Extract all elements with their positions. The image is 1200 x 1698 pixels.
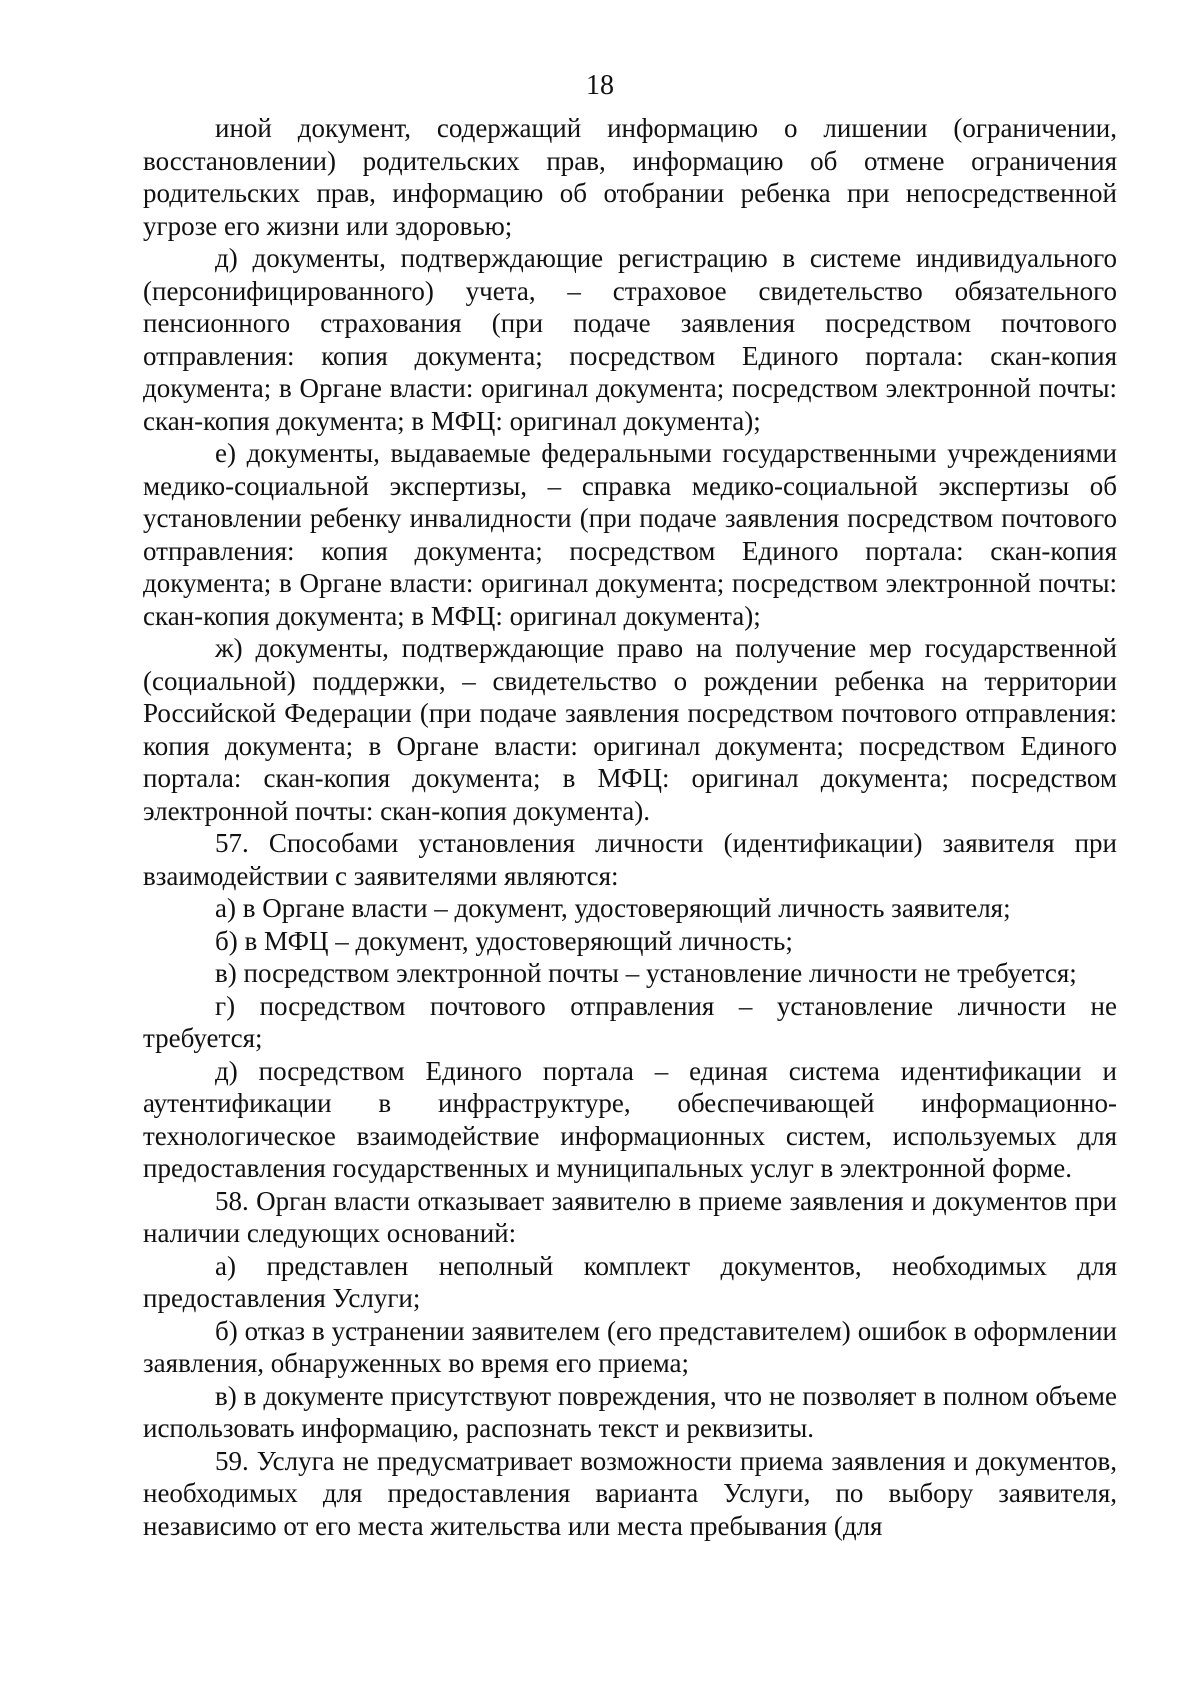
paragraph-58-refusal: 58. Орган власти отказывает заявителю в приеме заявления и документов при наличии следующих оснований: <box>143 1185 1117 1248</box>
paragraph-item-zh-birth-certificate: ж) документы, подтверждающие право на получение мер государственной (социальной) поддержки, – свидетельство о рождении ребенка на территории Российской Федерации (при подаче заявления посредством почтового отправления: копия документа; в Органе власти: оригинал документа; посредством Единого портала: скан-копия документа; в МФЦ: оригинал документа; посредством электронной почты: скан-копия документа). <box>143 633 1117 826</box>
paragraph-continuation: иной документ, содержащий информацию о лишении (ограничении, восстановлении) родительских прав, информацию об отмене ограничения родительских прав, информацию об отобрании ребенка при непосредственной угрозе его жизни или здоровью; <box>143 113 1117 241</box>
paragraph-57-item-g: г) посредством почтового отправления – установление личности не требуется; <box>143 990 1117 1053</box>
page-number: 18 <box>586 70 614 101</box>
paragraph-58-item-a: а) представлен неполный комплект документов, необходимых для предоставления Услуги; <box>143 1250 1117 1313</box>
paragraph-58-item-b: б) отказ в устранении заявителем (его представителем) ошибок в оформлении заявления, обнаруженных во время его приема; <box>143 1315 1117 1378</box>
paragraph-57-item-d: д) посредством Единого портала – единая система идентификации и аутентификации в инфраструктуре, обеспечивающей информационно-технологическое взаимодействие информационных систем, используемых для предоставления государственных и муниципальных услуг в электронной форме. <box>143 1055 1117 1183</box>
document-body <box>143 112 1117 1542</box>
paragraph-58-item-v: в) в документе присутствуют повреждения, что не позволяет в полном объеме использовать информацию, распознать текст и реквизиты. <box>143 1380 1117 1443</box>
paragraph-59-extraterritorial: 59. Услуга не предусматривает возможности приема заявления и документов, необходимых для предоставления варианта Услуги, по выбору заявителя, независимо от его места жительства или места пребывания (для <box>143 1445 1117 1541</box>
paragraph-57-item-v: в) посредством электронной почты – установление личности не требуется; <box>215 958 1077 988</box>
paragraph-item-d-registration: д) документы, подтверждающие регистрацию в системе индивидуального (персонифицированного) учета, – страховое свидетельство обязательного пенсионного страхования (при подаче заявления посредством почтового отправления: копия документа; посредством Единого портала: скан-копия документа; в Органе власти: оригинал документа; посредством электронной почты: скан-копия документа; в МФЦ: оригинал документа); <box>143 243 1117 436</box>
paragraph-57-identification: 57. Способами установления личности (идентификации) заявителя при взаимодействии с заявителями являются: <box>143 828 1117 891</box>
paragraph-57-item-a: а) в Органе власти – документ, удостоверяющий личность заявителя; <box>215 893 1011 923</box>
paragraph-57-item-b: б) в МФЦ – документ, удостоверяющий личность; <box>215 925 793 956</box>
paragraph-item-e-disability: е) документы, выдаваемые федеральными государственными учреждениями медико-социальной экспертизы, – справка медико-социальной экспертизы об установлении ребенку инвалидности (при подаче заявления посредством почтового отправления: копия документа; посредством Единого портала: скан-копия документа; в Органе власти: оригинал документа; посредством электронной почты: скан-копия документа; в МФЦ: оригинал документа); <box>143 438 1117 631</box>
